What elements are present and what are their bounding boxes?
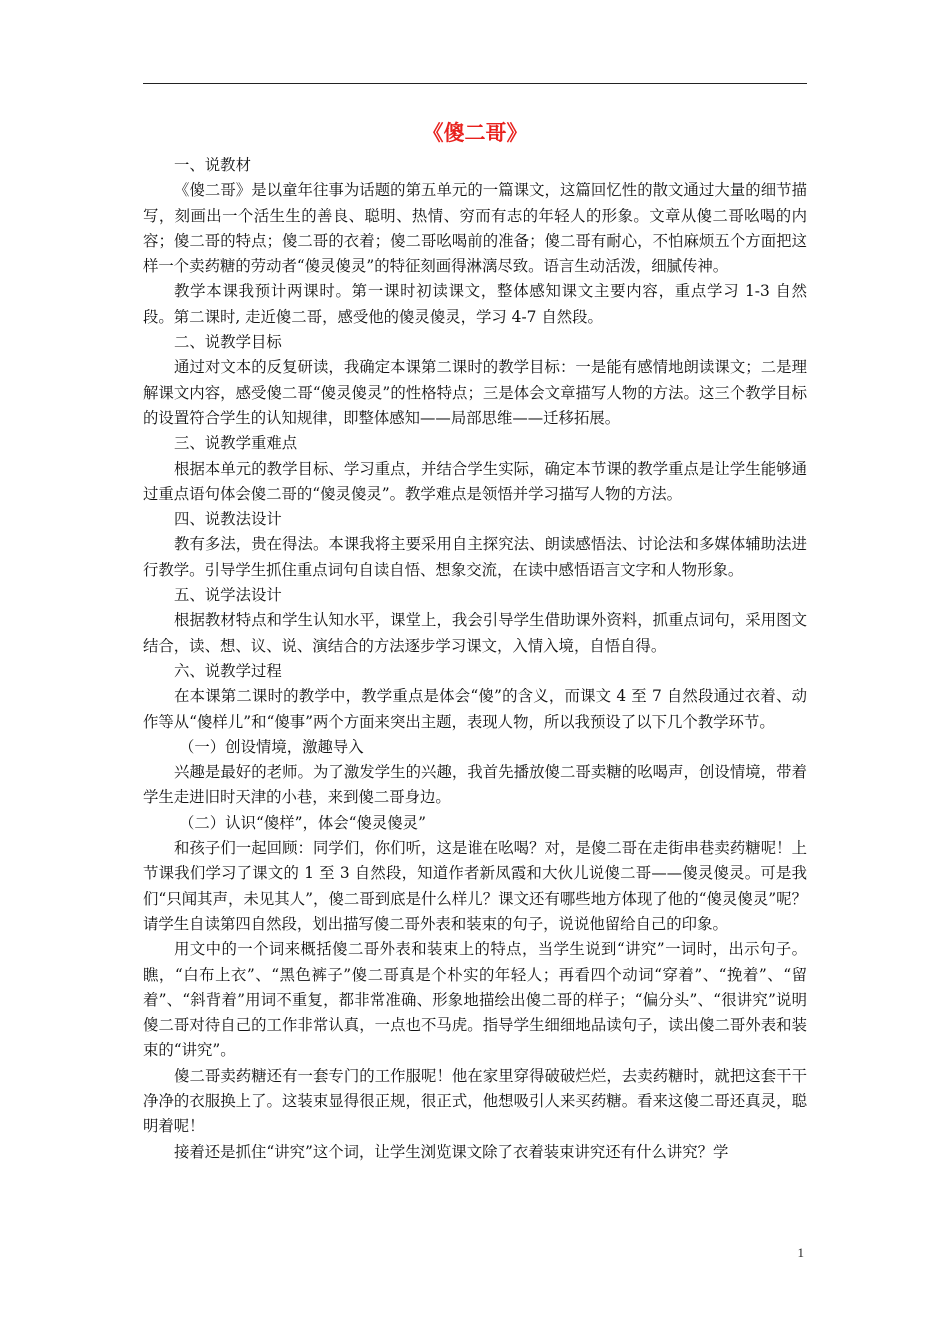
section-heading: 三、说教学重难点 <box>174 434 298 453</box>
section-heading: 五、说学法设计 <box>174 586 282 605</box>
section-heading: 一、说教材 <box>174 156 251 174</box>
body-paragraph: 根据教材特点和学生认知水平，课堂上，我会引导学生借助课外资料，抓重点词句，采用图文结合，读、想、议、说、演结合的方法逐步学习课文，入情入境，自悟自得。 <box>143 611 807 655</box>
body-paragraph: 根据本单元的教学目标、学习重点，并结合学生实际，确定本节课的教学重点是让学生能够通过重点语句体会傻二哥的“傻灵傻灵”。教学难点是领悟并学习描写人物的方法。 <box>143 459 807 503</box>
paragraph-list <box>143 153 807 1165</box>
body-paragraph: 接着还是抓住“讲究”这个词，让学生浏览课文除了衣着装束讲究还有什么讲究？学 <box>174 1142 729 1161</box>
body-paragraph: 在本课第二课时的教学中，教学重点是体会“傻”的含义，而课文 4 至 7 自然段通过衣着、动作等从“傻样儿”和“傻事”两个方面来突出主题，表现人物，所以我预设了以下几个教学环节。 <box>143 687 807 731</box>
header-rule <box>143 83 807 84</box>
page-number: 1 <box>797 1245 804 1260</box>
body-paragraph: 教学本课我预计两课时。第一课时初读课文，整体感知课文主要内容，重点学习 1-3 自然段。第二课时, 走近傻二哥，感受他的傻灵傻灵，学习 4-7 自然段。 <box>143 282 807 326</box>
body-paragraph: 教有多法，贵在得法。本课我将主要采用自主探究法、朗读感悟法、讨论法和多媒体辅助法进行教学。引导学生抓住重点词句自读自悟、想象交流，在读中感悟语言文字和人物形象。 <box>143 535 807 579</box>
body-paragraph: 和孩子们一起回顾：同学们，你们听，这是谁在吆喝？对，是傻二哥在走街串巷卖药糖呢！上节课我们学习了课文的 1 至 3 自然段，知道作者新凤霞和大伙儿说傻二哥——傻灵傻灵。可是我们“只闻其声，未见其人”，傻二哥到底是什么样儿？课文还有哪些地方体现了他的“傻灵傻灵”呢？请学生自读第四自然段，划出描写傻二哥外表和装束的句子，说说他留给自己的印象。 <box>143 839 807 933</box>
body-paragraph: 用文中的一个词来概括傻二哥外表和装束上的特点，当学生说到“讲究”一词时，出示句子。瞧，“白布上衣”、“黑色裤子”傻二哥真是个朴实的年轻人；再看四个动词“穿着”、“挽着”、“留着”、“斜背着”用词不重复，都非常准确、形象地描绘出傻二哥的样子；“偏分头”、“很讲究”说明傻二哥对待自己的工作非常认真，一点也不马虎。指导学生细细地品读句子，读出傻二哥外表和装束的“讲究”。 <box>143 940 807 1060</box>
document-body <box>143 120 807 1165</box>
section-heading: 六、说教学过程 <box>174 661 282 680</box>
section-heading: 二、说教学目标 <box>174 333 282 352</box>
body-paragraph: 兴趣是最好的老师。为了激发学生的兴趣，我首先播放傻二哥卖糖的吆喝声，创设情境，带着学生走进旧时天津的小巷，来到傻二哥身边。 <box>143 763 807 807</box>
body-paragraph: 傻二哥卖药糖还有一套专门的工作服呢！他在家里穿得破破烂烂，去卖药糖时，就把这套干干净净的衣服换上了。这装束显得很正规，很正式，他想吸引人来买药糖。看来这傻二哥还真灵，聪明着呢！ <box>143 1066 807 1136</box>
subsection-heading: （二）认识“傻样”，体会“傻灵傻灵” <box>179 813 426 832</box>
body-paragraph: 通过对文本的反复研读，我确定本课第二课时的教学目标：一是能有感情地朗读课文；二是理解课文内容，感受傻二哥“傻灵傻灵”的性格特点；三是体会文章描写人物的方法。这三个教学目标的设置符合学生的认知规律，即整体感知——局部思维——迁移拓展。 <box>143 358 807 427</box>
section-heading: 四、说教法设计 <box>174 510 282 529</box>
subsection-heading: （一）创设情境，激趣导入 <box>179 737 364 756</box>
document-title: 《傻二哥》 <box>422 121 528 145</box>
body-paragraph: 《傻二哥》是以童年往事为话题的第五单元的一篇课文，这篇回忆性的散文通过大量的细节描写，刻画出一个活生生的善良、聪明、热情、穷而有志的年轻人的形象。文章从傻二哥吆喝的内容；傻二哥的特点；傻二哥的衣着；傻二哥吆喝前的准备；傻二哥有耐心，不怕麻烦五个方面把这样一个卖药糖的劳动者“傻灵傻灵”的特征刻画得淋漓尽致。语言生动活泼，细腻传神。 <box>143 181 807 276</box>
